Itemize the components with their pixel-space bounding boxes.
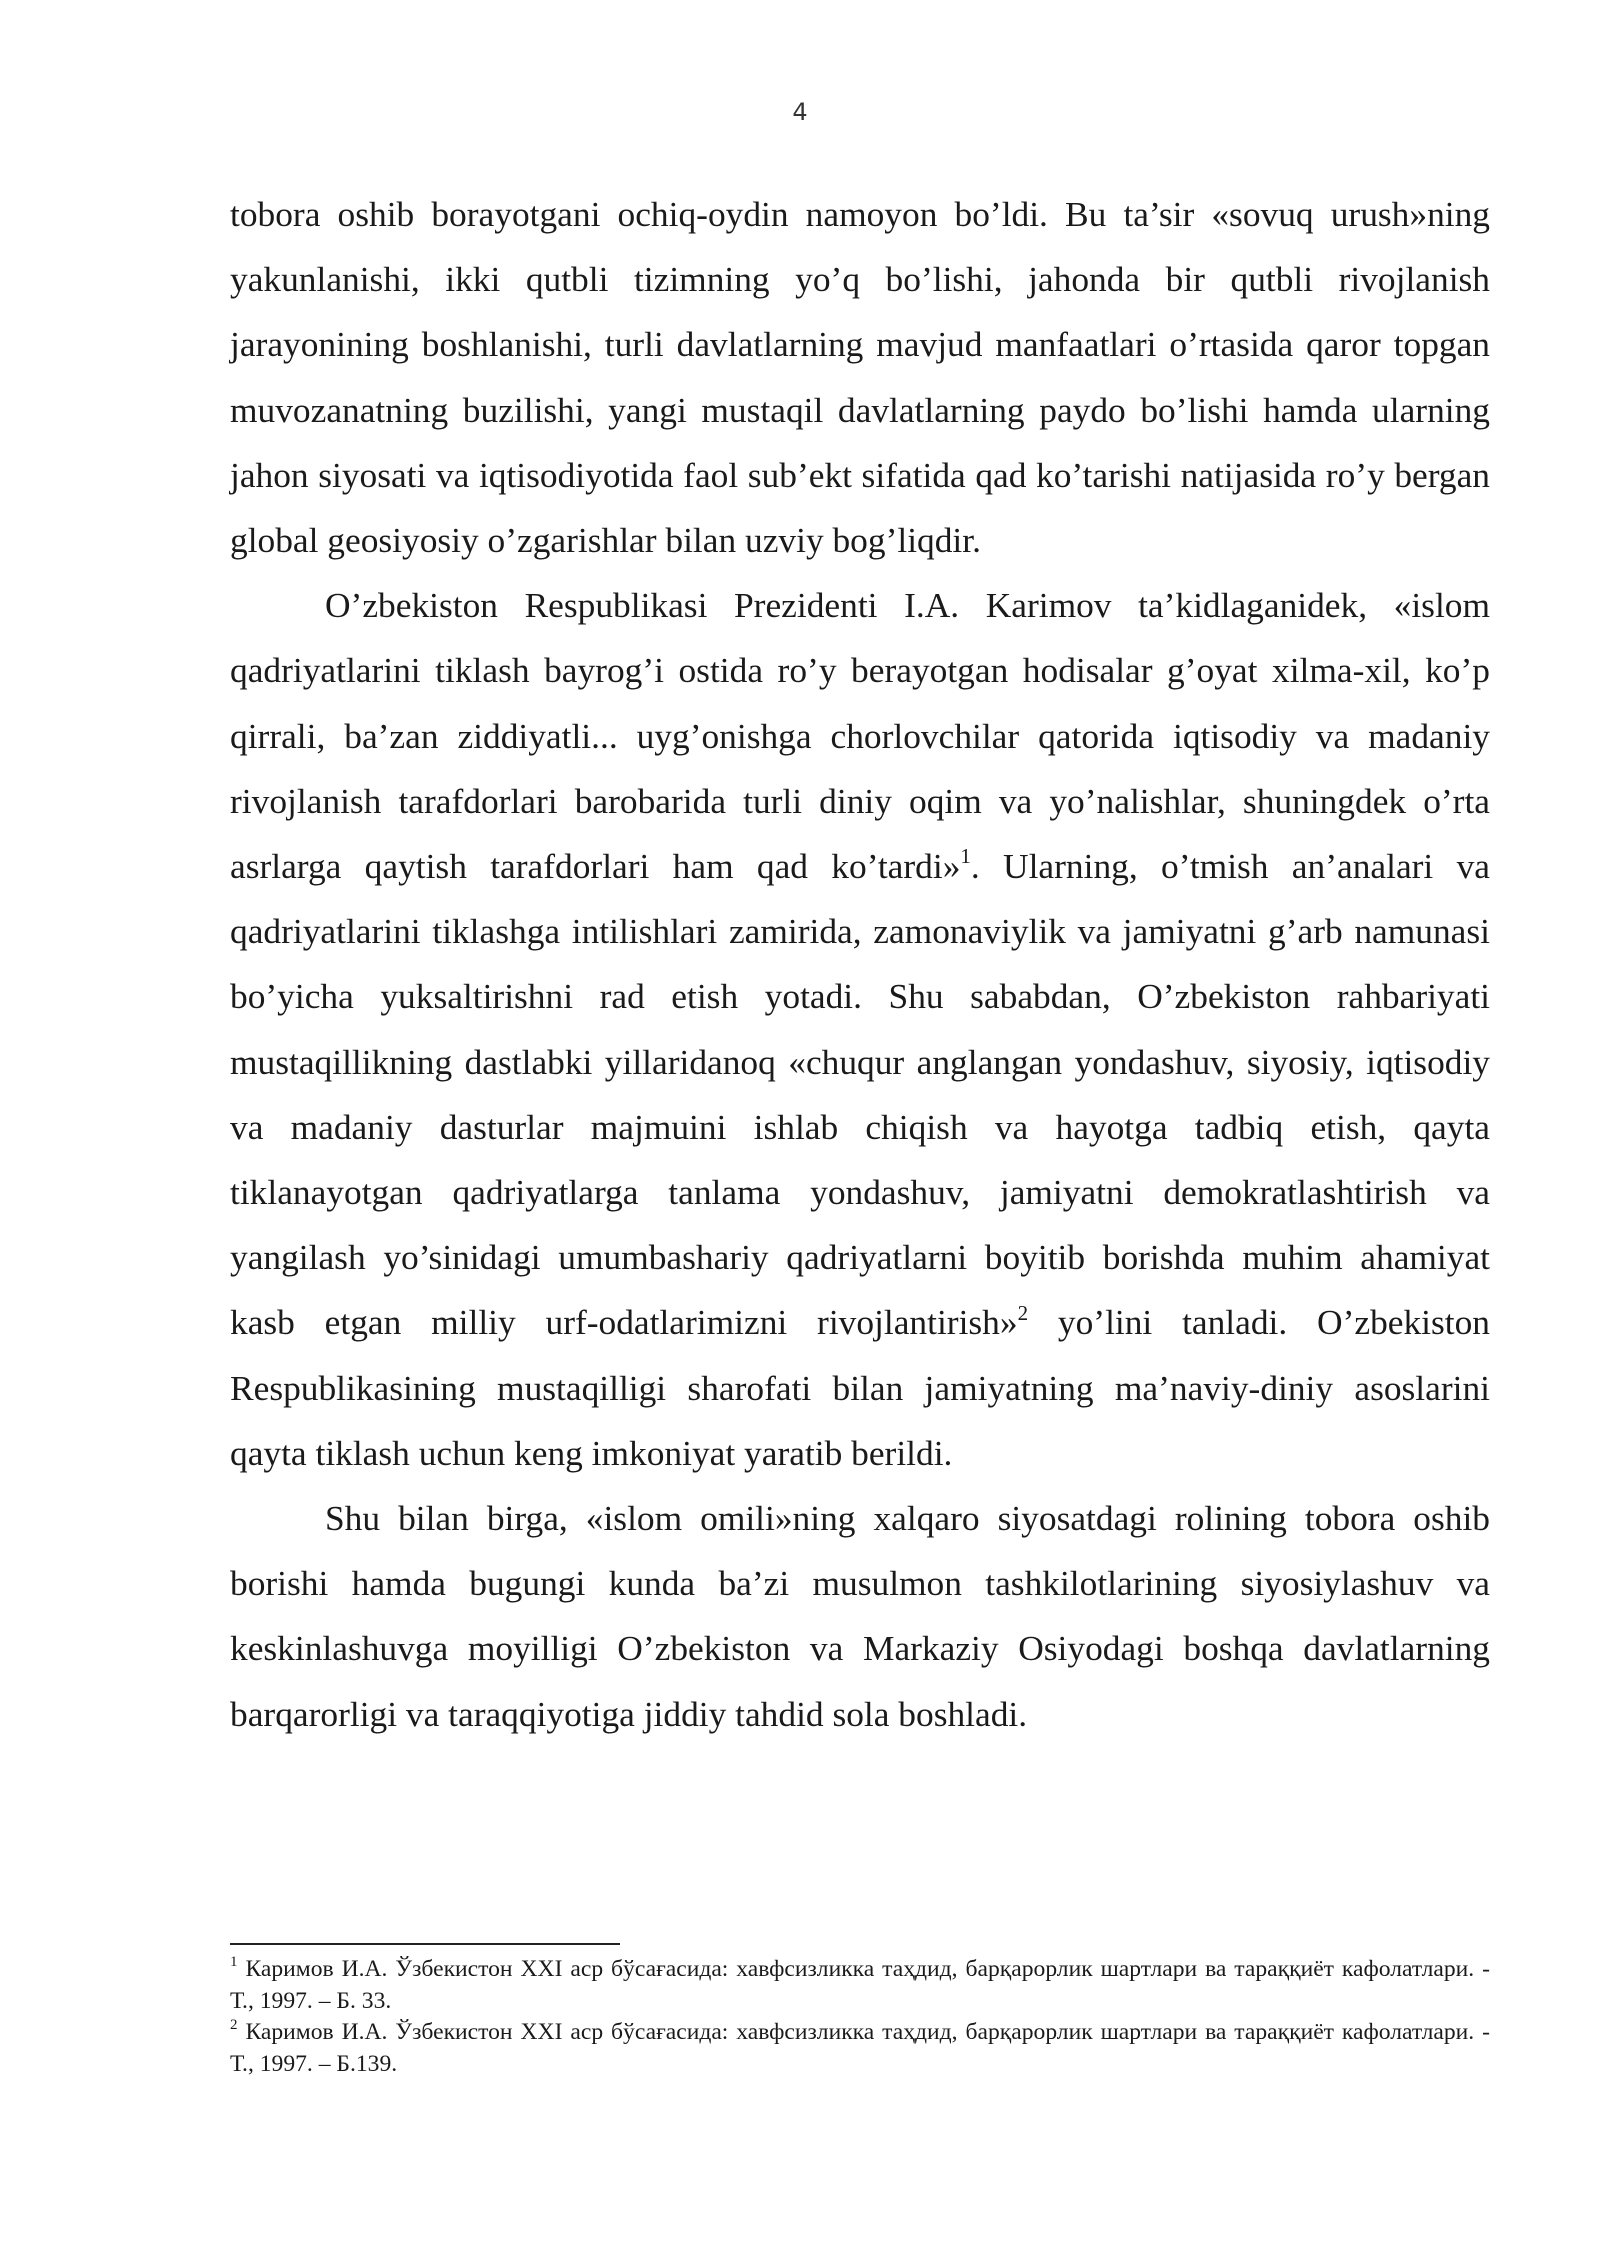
- footnote-separator: [230, 1943, 620, 1945]
- page-number: 4: [792, 98, 808, 126]
- footnote-mark-1: 1: [230, 1954, 238, 1971]
- paragraph-1: tobora oshib borayotgani ochiq-oydin namoyon bo’ldi. Bu ta’sir «sovuq urush»ning yakunlanishi, ikki qutbli tizimning yo’q bo’lishi, jahonda bir qutbli rivojlanish jarayonining boshlanishi, turli davlatlarning mavjud manfaatlari o’rtasida qaror topgan muvozanatning buzilishi, yangi mustaqil davlatlarning paydo bo’lishi hamda ularning jahon siyosati va iqtisodiyotida faol sub’ekt sifatida qad ko’tarishi natijasida ro’y bergan global geosiyosiy o’zgarishlar bilan uzviy bog’liqdir.: [230, 194, 1490, 561]
- footnote-2: [230, 2017, 1490, 2080]
- footnote-mark-2: 2: [230, 2017, 238, 2034]
- footnote-1-text: Каримов И.А. Ўзбекистон XXI аср бўсағасида: хавфсизликка таҳдид, барқарорлик шартлари ва тараққиёт кафолатлари. - Т., 1997. – Б. 33.: [230, 1956, 1490, 2014]
- paragraph-2-text-a: O’zbekiston Respublikasi Prezidenti I.A. Karimov ta’kidlaganidek, «islom qadriyatlarini tiklash bayrog’i ostida ro’y berayotgan hodisalar g’oyat xilma-xil, ko’p qirrali, ba’zan ziddiyatli... uyg’onishga chorlovchilar qatorida iqtisodiy va madaniy rivojlanish tarafdorlari barobarida turli diniy oqim va yo’nalishlar, shuningdek o’rta asrlarga qaytish tarafdorlari ham qad ko’tardi»: [230, 585, 1490, 887]
- footnote-2-text: Каримов И.А. Ўзбекистон XXI аср бўсағасида: хавфсизликка таҳдид, барқарорлик шартлари ва тараққиёт кафолатлари. - Т., 1997. – Б.139.: [230, 2019, 1490, 2077]
- paragraph-3: Shu bilan birga, «islom omili»ning xalqaro siyosatdagi rolining tobora oshib borishi hamda bugungi kunda ba’zi musulmon tashkilotlarining siyosiylashuv va keskinlashuvga moyilligi O’zbekiston va Markaziy Osiyodagi boshqa davlatlarning barqarorligi va taraqqiyotiga jiddiy tahdid sola boshladi.: [230, 1498, 1490, 1734]
- body-text: [230, 182, 1490, 1747]
- footnote-ref-2: 2: [1017, 1300, 1029, 1325]
- footnote-1: [230, 1954, 1490, 2017]
- footnote-ref-1: 1: [960, 844, 971, 869]
- paragraph-2-text-b: . Ularning, o’tmish an’analari va qadriyatlarini tiklashga intilishlari zamirida, zamonaviylik va jamiyatni g’arb namunasi bo’yicha yuksaltirishni rad etish yotadi. Shu sababdan, O’zbekiston rahbariyati mustaqillikning dastlabki yillaridanoq «chuqur anglangan yondashuv, siyosiy, iqtisodiy va madaniy dasturlar majmuini ishlab chiqish va hayotga tadbiq etish, qayta tiklanayotgan qadriyatlarga tanlama yondashuv, jamiyatni demokratlashtirish va yangilash yo’sinidagi umumbashariy qadriyatlarni boyitib borishda muhim ahamiyat kasb etgan milliy urf-odatlarimizni rivojlantirish»: [230, 846, 1490, 1343]
- footnotes: [230, 1954, 1490, 2080]
- paragraph-2: [230, 573, 1490, 1486]
- paragraph-2-text-c: yo’lini tanladi. O’zbekiston Respublikasining mustaqilligi sharofati bilan jamiyatning ma’naviy-diniy asoslarini qayta tiklash uchun keng imkoniyat yaratib berildi.: [230, 1302, 1491, 1473]
